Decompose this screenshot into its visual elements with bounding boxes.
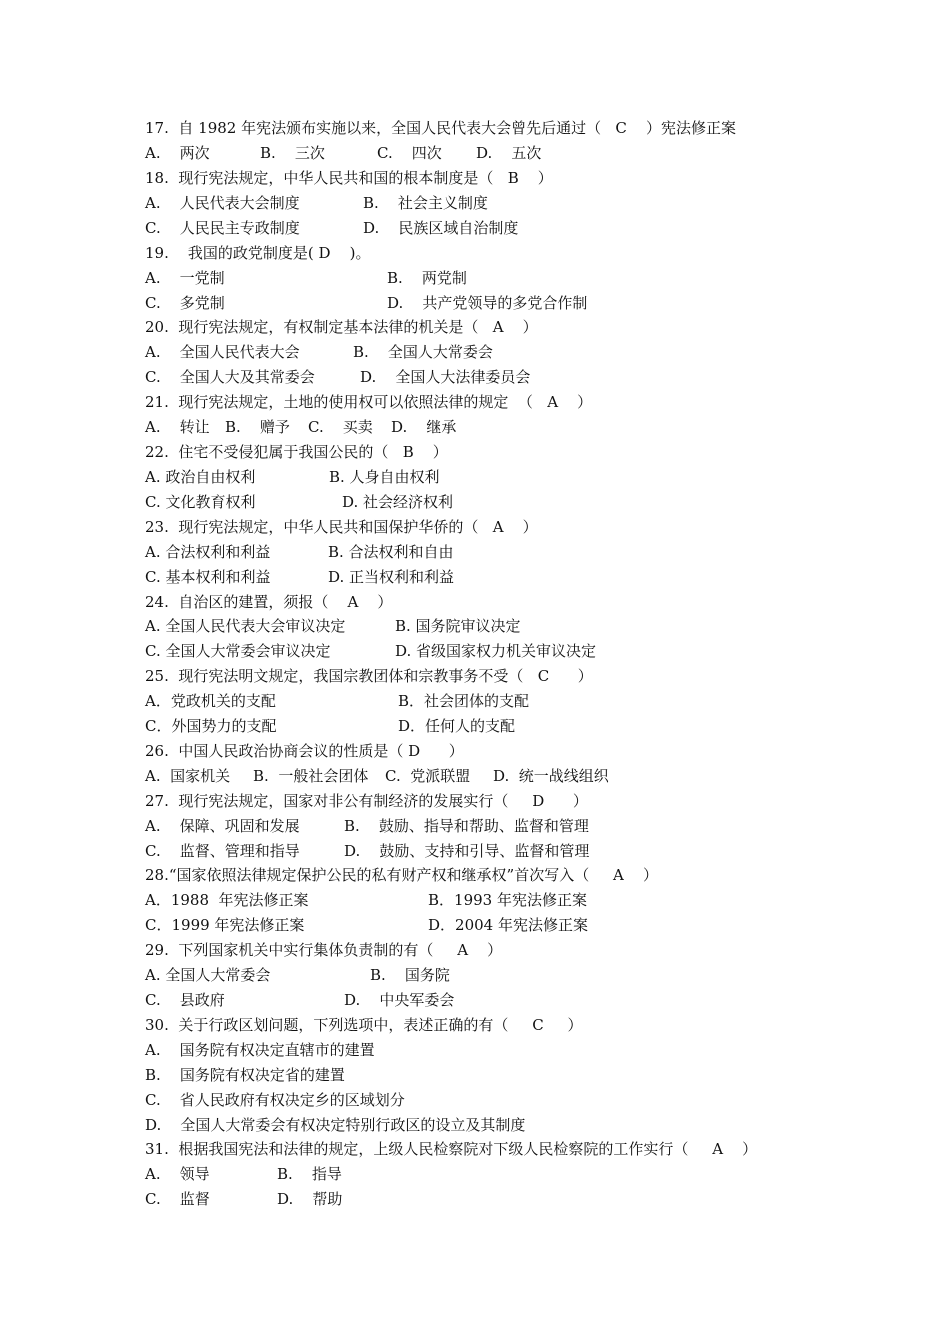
option-c: C. 全国人大常委会审议决定: [145, 642, 331, 660]
options-row: [145, 490, 454, 514]
option-a: A. 一党制: [145, 269, 225, 287]
options-row: [145, 839, 590, 863]
option-a: A. 转让: [145, 418, 210, 436]
question-text: 21. 现行宪法规定，土地的使用权可以依照法律的规定 （ A ）: [145, 393, 593, 411]
option-d: D. 五次: [476, 144, 542, 162]
options-row: [145, 191, 488, 215]
options-row: [145, 988, 455, 1012]
option-c: C．1999 年宪法修正案: [145, 916, 305, 934]
option-b: B. 国务院: [370, 966, 450, 984]
option-c: C．外国势力的支配: [145, 717, 277, 735]
option-c: C. 四次: [377, 144, 442, 162]
options-row: [145, 963, 450, 987]
options-row: [145, 540, 454, 564]
option-a: A. 全国人民代表大会审议决定: [145, 617, 346, 635]
options-row: [145, 888, 587, 912]
question-26: [145, 739, 464, 763]
option-b: B. 合法权利和自由: [328, 543, 454, 561]
question-text: 20. 现行宪法规定，有权制定基本法律的机关是（ A ）: [145, 318, 538, 336]
option-b: B. 全国人大常委会: [353, 343, 493, 361]
options-row: [145, 365, 531, 389]
option-c: C. 全国人大及其常委会: [145, 368, 315, 386]
question-text: 22. 住宅不受侵犯属于我国公民的（ B ）: [145, 443, 448, 461]
question-text: 23. 现行宪法规定，中华人民共和国保护华侨的（ A ）: [145, 518, 538, 536]
option-a: A. 合法权利和利益: [145, 543, 271, 561]
option-a: A. 国家机关: [145, 767, 231, 785]
question-text: 24. 自治区的建置，须报（ A ）: [145, 593, 393, 611]
option-a: A．1988 年宪法修正案: [145, 891, 309, 909]
option-d: D. 帮助: [277, 1190, 343, 1208]
option-d: D. 民族区域自治制度: [363, 219, 519, 237]
options-row: [145, 266, 467, 290]
option-d: D．任何人的支配: [398, 717, 516, 735]
question-25: [145, 664, 593, 688]
option-d: D. 统一战线组织: [493, 767, 609, 785]
question-20: [145, 315, 538, 339]
options-row: [145, 1187, 343, 1211]
option-c: C. 买卖: [308, 418, 373, 436]
option-d: D．2004 年宪法修正案: [428, 916, 588, 934]
question-text: 19. 我国的政党制度是( D )。: [145, 244, 371, 262]
question-27: [145, 789, 588, 813]
question-18: [145, 166, 553, 190]
question-24: [145, 590, 392, 614]
option-a: A. 全国人民代表大会: [145, 343, 300, 361]
question-17: [145, 116, 736, 140]
option-d: D. 省级国家权力机关审议决定: [395, 642, 597, 660]
option-b: B. 人身自由权利: [329, 468, 440, 486]
option-a: A. 领导: [145, 1165, 210, 1183]
option-c: C. 监督: [145, 1190, 210, 1208]
options-row: [145, 415, 457, 439]
option-d: D. 继承: [391, 418, 457, 436]
option-a: A. 政治自由权利: [145, 468, 256, 486]
option-c: [145, 1088, 405, 1112]
options-row: [145, 714, 516, 738]
option-a: A．党政机关的支配: [145, 692, 276, 710]
option-a: A. 两次: [145, 144, 210, 162]
question-23: [145, 515, 538, 539]
question-29: [145, 938, 502, 962]
option-a: A. 人民代表大会制度: [145, 194, 300, 212]
option-text: A. 国务院有权决定直辖市的建置: [145, 1041, 375, 1059]
question-text: 17. 自 1982 年宪法颁布实施以来，全国人民代表大会曾先后通过（ C ）宪法修正案: [145, 119, 736, 137]
option-c: C. 党派联盟: [385, 767, 471, 785]
option-d: D. 正当权利和利益: [328, 568, 455, 586]
question-text: 26. 中国人民政治协商会议的性质是（ D ）: [145, 742, 464, 760]
question-31: [145, 1137, 757, 1161]
option-d: [145, 1113, 525, 1137]
options-row: [145, 465, 440, 489]
option-a: [145, 1038, 375, 1062]
question-text: 30. 关于行政区划问题，下列选项中，表述正确的有（ C ）: [145, 1016, 583, 1034]
option-text: B. 国务院有权决定省的建置: [145, 1066, 345, 1084]
question-text: 29. 下列国家机关中实行集体负责制的有（ A ）: [145, 941, 503, 959]
option-b: B. 鼓励、指导和帮助、监督和管理: [344, 817, 589, 835]
options-row: [145, 913, 588, 937]
option-b: B. 一般社会团体: [253, 767, 369, 785]
options-row: [145, 764, 609, 788]
options-row: [145, 565, 455, 589]
question-text: 31. 根据我国宪法和法律的规定，上级人民检察院对下级人民检察院的工作实行（ A ）: [145, 1140, 758, 1158]
option-c: C. 人民民主专政制度: [145, 219, 300, 237]
options-row: [145, 340, 493, 364]
option-c: C. 多党制: [145, 294, 225, 312]
question-28: [145, 863, 658, 887]
option-b: B. 国务院审议决定: [395, 617, 521, 635]
option-b: B. 指导: [277, 1165, 342, 1183]
option-d: D. 全国人大法律委员会: [360, 368, 531, 386]
question-text: 28.“国家依照法律规定保护公民的私有财产权和继承权”首次写入（ A ）: [145, 866, 658, 884]
question-22: [145, 440, 448, 464]
question-21: [145, 390, 592, 414]
option-a: A. 保障、巩固和发展: [145, 817, 300, 835]
question-30: [145, 1013, 583, 1037]
option-a: A. 全国人大常委会: [145, 966, 271, 984]
option-text: C. 省人民政府有权决定乡的区域划分: [145, 1091, 405, 1109]
option-b: [145, 1063, 345, 1087]
options-row: [145, 689, 530, 713]
question-19: [145, 241, 371, 265]
option-c: C. 县政府: [145, 991, 225, 1009]
question-text: 18. 现行宪法规定，中华人民共和国的根本制度是（ B ）: [145, 169, 553, 187]
options-row: [145, 216, 519, 240]
option-d: D. 鼓励、支持和引导、监督和管理: [344, 842, 590, 860]
option-text: D. 全国人大常委会有权决定特别行政区的设立及其制度: [145, 1116, 526, 1134]
option-b: B．1993 年宪法修正案: [428, 891, 587, 909]
option-b: B. 两党制: [387, 269, 467, 287]
option-c: C. 文化教育权利: [145, 493, 256, 511]
option-b: B. 赠予: [225, 418, 290, 436]
options-row: [145, 814, 589, 838]
options-row: [145, 291, 588, 315]
options-row: [145, 614, 521, 638]
option-d: D. 中央军委会: [344, 991, 455, 1009]
options-row: [145, 141, 542, 165]
option-d: D. 共产党领导的多党合作制: [387, 294, 588, 312]
option-c: C. 监督、管理和指导: [145, 842, 300, 860]
question-text: 25. 现行宪法明文规定，我国宗教团体和宗教事务不受（ C ）: [145, 667, 593, 685]
option-b: B．社会团体的支配: [398, 692, 530, 710]
option-b: B. 社会主义制度: [363, 194, 488, 212]
option-c: C. 基本权利和利益: [145, 568, 271, 586]
question-text: 27. 现行宪法规定，国家对非公有制经济的发展实行（ D ）: [145, 792, 588, 810]
options-row: [145, 1162, 342, 1186]
option-b: B. 三次: [260, 144, 325, 162]
options-row: [145, 639, 597, 663]
option-d: D. 社会经济权利: [342, 493, 454, 511]
